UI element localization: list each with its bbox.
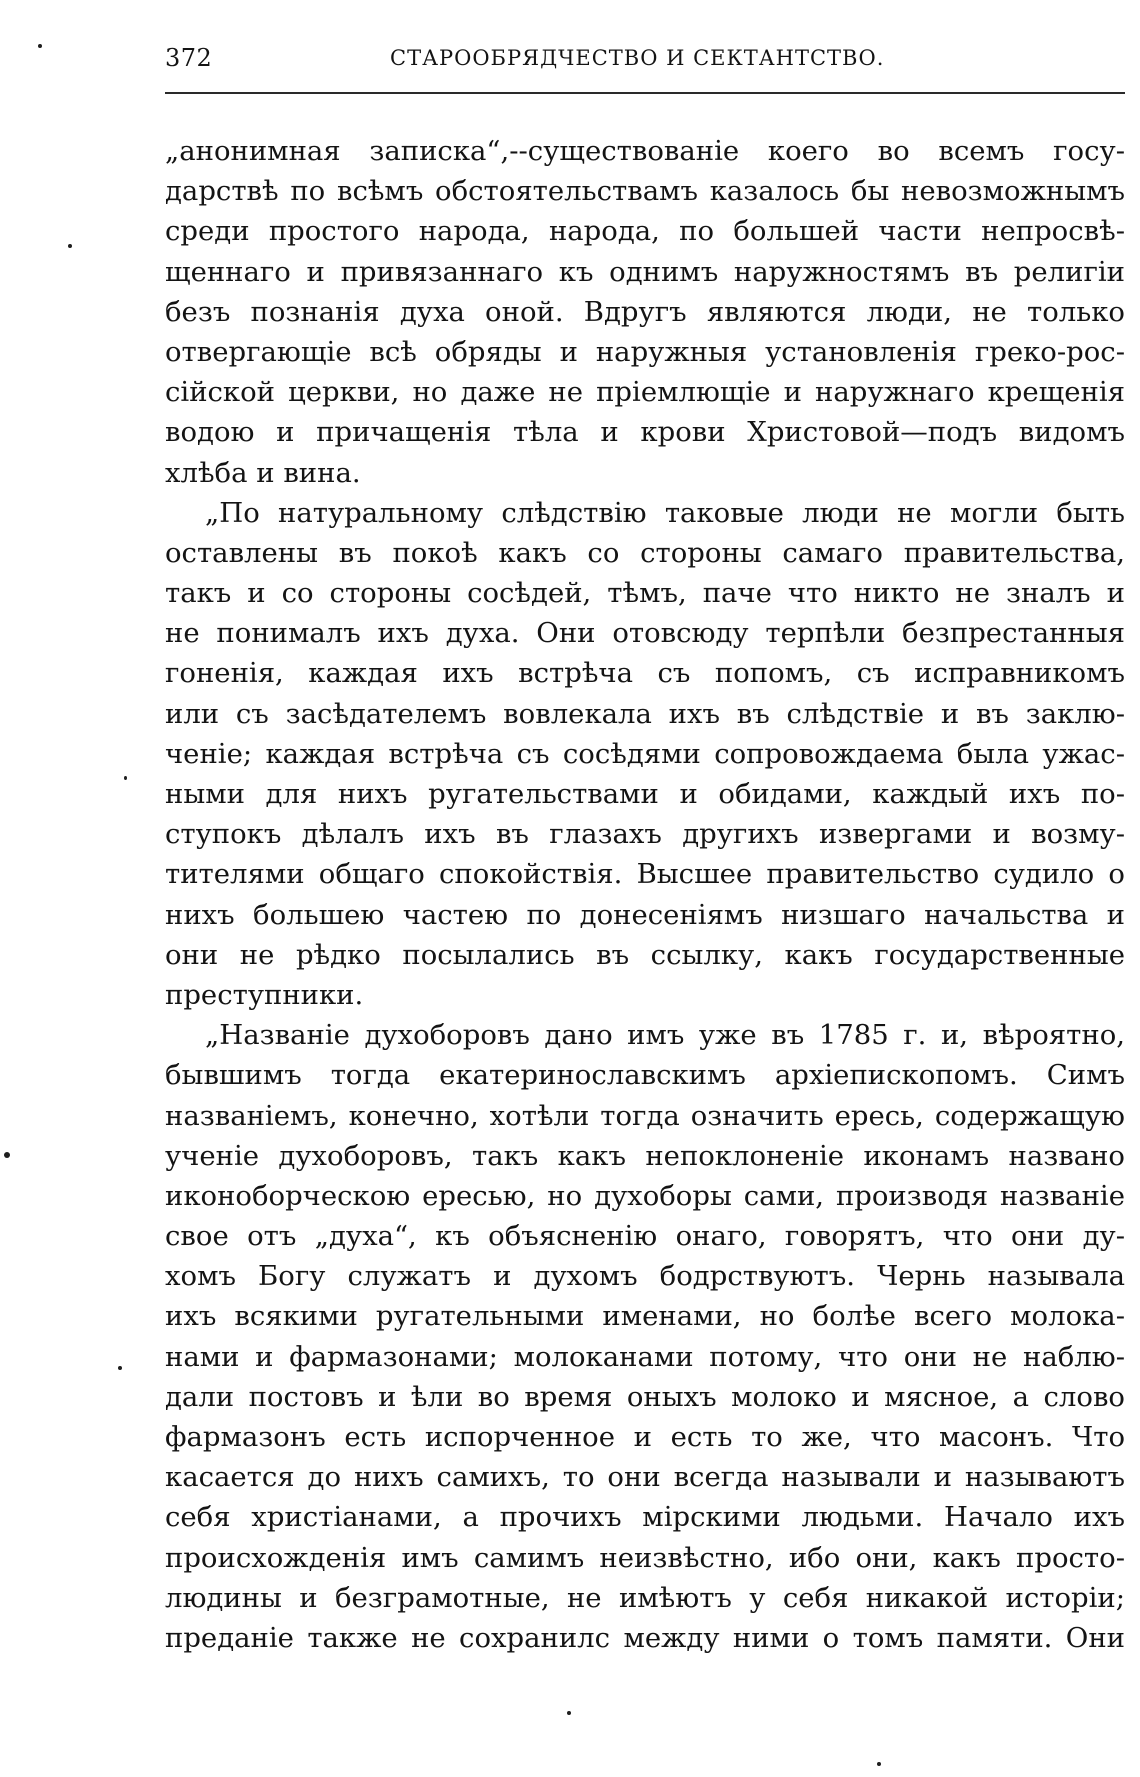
text-line: ченіе; каждая встрѣча съ сосѣдями сопровождаема была ужас- [165, 737, 1125, 770]
text-line: они не рѣдко посылались въ ссылку, какъ государственные [165, 938, 1125, 971]
scan-speck [38, 44, 42, 48]
text-line: фармазонъ есть испорченное и есть то же, что масонъ. Что [165, 1421, 1125, 1453]
text-line: безъ познанія духа оной. Вдругъ являются люди, не только [165, 295, 1125, 328]
text-line: себя христіанами, а прочихъ мірскими людьми. Начало ихъ [165, 1501, 1125, 1534]
running-head [165, 44, 1125, 88]
text-line: гоненія, каждая ихъ встрѣча съ попомъ, съ исправникомъ [165, 657, 1125, 690]
text-line: ступокъ дѣлалъ ихъ въ глазахъ другихъ извергами и возму- [165, 818, 1125, 851]
scan-speck [68, 244, 72, 248]
text-line: преступники. [165, 978, 364, 1011]
text-line: хлѣба и вина. [165, 456, 361, 489]
scan-speck [4, 1152, 10, 1158]
text-line: касается до нихъ самихъ, то они всегда называли и называютъ [165, 1461, 1125, 1494]
text-line: свое отъ „духа“, къ объясненію онаго, говорятъ, что они ду- [165, 1220, 1125, 1253]
text-line: хомъ Богу служатъ и духомъ бодрствуютъ. Чернь называла [165, 1260, 1125, 1293]
running-title: СТАРООБРЯДЧЕСТВО И СЕКТАНТСТВО. [390, 46, 885, 70]
text-line: такъ и со стороны сосѣдей, тѣмъ, паче что никто не зналъ и [165, 577, 1125, 610]
header-rule [165, 92, 1125, 94]
text-line: водою и причащенія тѣла и крови Христовой—подъ видомъ [165, 416, 1125, 449]
body-text [165, 131, 1125, 1658]
text-line: „анонимная записка“,--существованіе коего во всемъ госу- [165, 135, 1125, 167]
text-line: иконоборческою ересью, но духоборы сами, производя названіе [165, 1179, 1125, 1212]
text-line: дали постовъ и ѣли во время оныхъ молоко и мясное, а слово [165, 1380, 1125, 1413]
text-line: людины и безграмотные, не имѣютъ у себя никакой исторіи; [165, 1581, 1125, 1614]
text-line: сійской церкви, но даже не пріемлющіе и наружнаго крещенія [165, 376, 1125, 409]
text-line: „По натуральному слѣдствію таковые люди не могли быть [205, 496, 1125, 529]
text-line: ными для нихъ ругательствами и обидами, каждый ихъ по- [165, 778, 1125, 810]
text-line: оставлены въ покоѣ какъ со стороны самаго правительства, [165, 536, 1125, 569]
text-line: отвергающіе всѣ обряды и наружныя установленія греко-рос- [165, 335, 1125, 368]
text-line: нихъ большею частею по донесеніямъ низшаго начальства и [165, 898, 1125, 931]
scan-speck [124, 776, 127, 780]
text-line: преданіе также не сохранилс между ними о томъ памяти. Они [165, 1621, 1125, 1654]
scan-speck [567, 1711, 571, 1715]
text-line: названіемъ, конечно, хотѣли тогда означить ересь, содержащую [165, 1099, 1125, 1132]
scan-speck [877, 1762, 881, 1766]
text-line: ихъ всякими ругательными именами, но болѣе всего молока- [165, 1300, 1125, 1333]
text-line: ученіе духоборовъ, такъ какъ непоклоненіе иконамъ названо [165, 1139, 1125, 1172]
text-line: среди простого народа, народа, по большей части непросвѣ- [165, 215, 1125, 248]
page-number: 372 [165, 44, 213, 72]
text-line: бывшимъ тогда екатеринославскимъ архіепископомъ. Симъ [165, 1059, 1125, 1092]
text-line: нами и фармазонами; молоканами потому, что они не наблю- [165, 1340, 1125, 1373]
text-line: происхожденія имъ самимъ неизвѣстно, ибо они, какъ просто- [165, 1541, 1125, 1574]
text-line: щеннаго и привязаннаго къ однимъ наружностямъ въ религіи [165, 255, 1125, 288]
text-line: дарствѣ по всѣмъ обстоятельствамъ казалось бы невозможнымъ [165, 175, 1125, 208]
text-line: или съ засѣдателемъ вовлекала ихъ въ слѣдствіе и въ заклю- [165, 697, 1125, 730]
scan-speck [118, 1366, 122, 1370]
text-line: тителями общаго спокойствія. Высшее правительство судило о [165, 858, 1125, 891]
text-line: „Названіе духоборовъ дано имъ уже въ 1785 г. и, вѣроятно, [205, 1019, 1125, 1052]
text-line: не понималъ ихъ духа. Они отовсюду терпѣли безпрестанныя [165, 617, 1125, 650]
